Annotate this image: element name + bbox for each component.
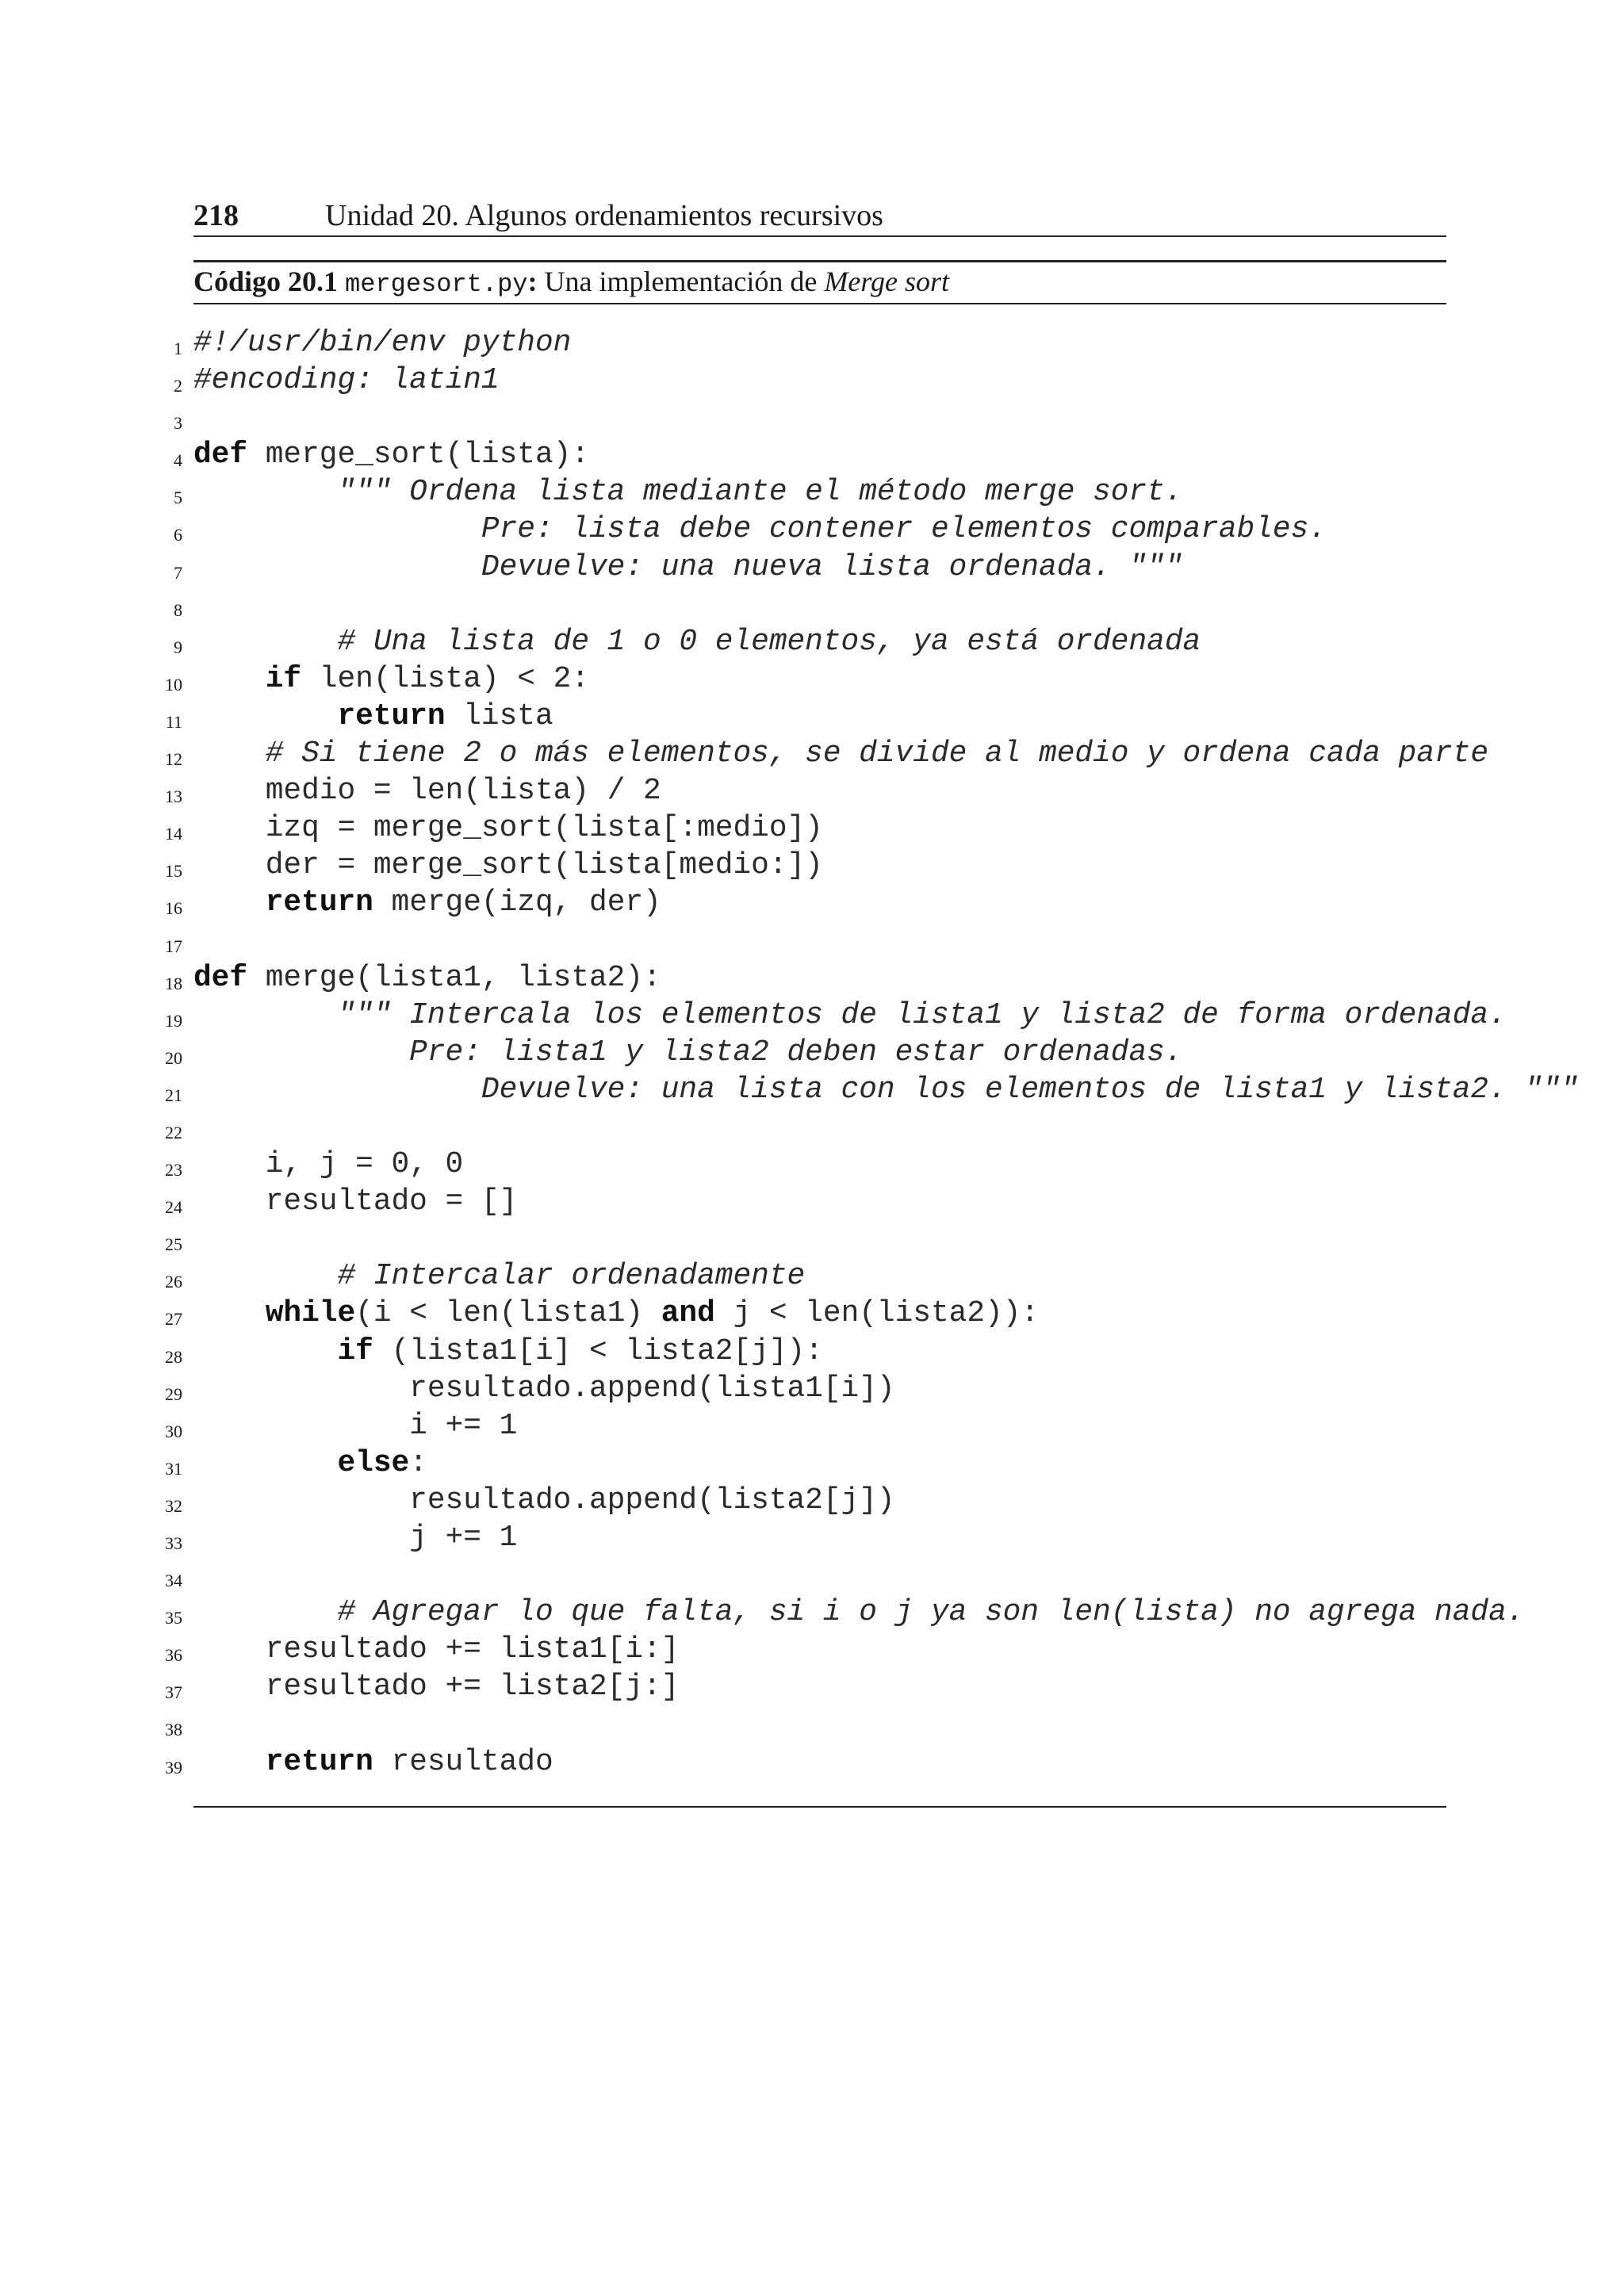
code-text [193, 773, 661, 810]
line-number: 14 [165, 824, 182, 844]
listing-end-rule [193, 1806, 1446, 1808]
code-line [0, 400, 1624, 437]
header-rule [193, 235, 1446, 237]
line-number: 26 [165, 1272, 182, 1292]
code-text [193, 1445, 427, 1483]
code-text [193, 661, 589, 698]
line-number: 34 [165, 1571, 182, 1591]
caption-colon: : [527, 266, 538, 297]
code-token [193, 1746, 266, 1779]
code-keyword: return [337, 699, 446, 733]
line-number: 22 [165, 1122, 182, 1142]
code-text [193, 848, 823, 885]
line-number: 7 [174, 562, 182, 583]
code-line [0, 1109, 1624, 1146]
code-text [193, 1072, 1579, 1109]
code-keyword: def [193, 961, 248, 995]
code-token: j += 1 [193, 1521, 518, 1555]
code-keyword: def [193, 438, 248, 473]
code-line [0, 1295, 1624, 1333]
code-line [0, 698, 1624, 736]
code-line [0, 1632, 1624, 1669]
code-token: merge(izq, der) [373, 886, 661, 920]
code-token: (lista1[i] < lista2[j]): [373, 1334, 823, 1368]
code-text [193, 997, 1507, 1035]
code-line [0, 997, 1624, 1035]
line-number: 23 [165, 1160, 182, 1181]
code-keyword: return [265, 886, 373, 920]
code-line [0, 587, 1624, 624]
code-line [0, 848, 1624, 885]
code-token: der = merge_sort(lista[medio:]) [193, 849, 823, 883]
code-comment: Pre: lista1 y lista2 deben estar ordenadas. [193, 1035, 1183, 1070]
code-token [193, 1297, 266, 1330]
code-token [193, 886, 266, 920]
line-number: 28 [165, 1346, 182, 1367]
line-number: 16 [165, 898, 182, 919]
line-number: 4 [174, 450, 182, 471]
line-number: 36 [165, 1645, 182, 1666]
caption-filename: mergesort.py [345, 270, 528, 299]
code-token: j < len(lista2)): [714, 1297, 1040, 1331]
code-comment: #!/usr/bin/env python [193, 327, 572, 360]
code-line [0, 960, 1624, 997]
caption-emphasis: Merge sort [824, 266, 949, 297]
code-line [0, 1334, 1624, 1371]
code-token: resultado = [] [193, 1185, 518, 1219]
code-token: (i < len(lista1) [355, 1297, 661, 1331]
code-token [193, 663, 266, 696]
code-text [193, 1035, 1183, 1072]
line-number: 30 [165, 1421, 182, 1441]
line-number: 18 [165, 973, 182, 993]
code-text [193, 1520, 517, 1557]
code-text [193, 1594, 1524, 1632]
code-text [193, 1744, 553, 1781]
code-text [193, 960, 661, 997]
code-line [0, 1669, 1624, 1706]
line-number: 5 [174, 488, 182, 508]
code-line [0, 1408, 1624, 1445]
code-line [0, 437, 1624, 474]
code-text [193, 1669, 679, 1706]
code-token: resultado [373, 1745, 553, 1779]
code-text [193, 1334, 823, 1371]
code-comment: Devuelve: una lista con los elementos de lista1 y lista2. """ [193, 1073, 1579, 1107]
code-keyword: if [265, 662, 302, 696]
line-number: 21 [165, 1085, 182, 1105]
line-number: 15 [165, 861, 182, 882]
code-text [193, 1146, 463, 1184]
code-line [0, 1371, 1624, 1408]
line-number: 11 [165, 711, 182, 732]
code-text [193, 1295, 1039, 1333]
code-line [0, 885, 1624, 922]
code-text [193, 1258, 805, 1295]
code-token: merge(lista1, lista2): [247, 961, 661, 995]
code-line [0, 736, 1624, 773]
line-number: 12 [165, 749, 182, 770]
code-keyword: if [337, 1334, 373, 1368]
line-number: 29 [165, 1383, 182, 1404]
code-text [193, 698, 553, 736]
line-number: 38 [165, 1720, 182, 1740]
line-number: 8 [174, 599, 182, 620]
code-comment: Devuelve: una nueva lista ordenada. """ [193, 550, 1183, 584]
code-line [0, 1445, 1624, 1483]
code-comment: Pre: lista debe contener elementos comparables. [193, 513, 1327, 547]
code-token: : [409, 1446, 427, 1480]
code-text [193, 1483, 895, 1520]
code-comment: # Agregar lo que falta, si i o j ya son len(lista) no agrega nada. [193, 1596, 1525, 1630]
caption-text: Una implementación de [537, 266, 825, 297]
code-line [0, 624, 1624, 661]
code-text [193, 1184, 517, 1221]
page-number: 218 [193, 199, 239, 232]
code-comment: """ Intercala los elementos de lista1 y lista2 de forma ordenada. [193, 998, 1507, 1032]
chapter-title: Unidad 20. Algunos ordenamientos recursivos [325, 199, 883, 232]
line-number: 6 [174, 525, 182, 545]
code-token: len(lista) < 2: [301, 662, 590, 696]
line-number: 17 [165, 936, 182, 956]
line-number: 33 [165, 1533, 182, 1553]
code-line [0, 511, 1624, 549]
code-token: medio = len(lista) / 2 [193, 775, 661, 809]
code-text [193, 1408, 517, 1445]
code-token [193, 1447, 337, 1480]
code-token [193, 1335, 337, 1368]
line-number: 32 [165, 1495, 182, 1516]
code-line [0, 773, 1624, 810]
code-comment: # Una lista de 1 o 0 elementos, ya está ordenada [193, 625, 1201, 659]
line-number: 19 [165, 1010, 182, 1031]
code-text [193, 624, 1201, 661]
code-text [193, 810, 823, 848]
line-number: 1 [174, 339, 182, 358]
code-line [0, 362, 1624, 400]
line-number: 13 [165, 786, 182, 807]
code-keyword: else [337, 1446, 410, 1480]
code-text [193, 437, 589, 474]
code-line [0, 474, 1624, 511]
code-token: resultado += lista2[j:] [193, 1670, 680, 1705]
code-line [0, 1221, 1624, 1258]
code-caption [193, 262, 1446, 301]
code-line [0, 1258, 1624, 1295]
line-number: 25 [165, 1234, 182, 1255]
code-keyword: return [265, 1745, 373, 1779]
code-line [0, 1184, 1624, 1221]
line-number: 35 [165, 1608, 182, 1628]
line-number: 9 [174, 637, 182, 657]
code-line [0, 325, 1624, 362]
code-text [193, 549, 1183, 587]
code-line [0, 1146, 1624, 1184]
code-line [0, 1557, 1624, 1594]
code-text [193, 511, 1327, 549]
code-text [193, 885, 661, 922]
code-token [193, 700, 337, 733]
code-line [0, 1594, 1624, 1632]
code-token: i, j = 0, 0 [193, 1148, 464, 1182]
code-keyword: while [265, 1297, 356, 1331]
code-token: lista [445, 699, 553, 733]
code-token: izq = merge_sort(lista[:medio]) [193, 812, 823, 846]
code-line [0, 810, 1624, 848]
code-keyword: and [661, 1297, 715, 1331]
line-number: 10 [165, 674, 182, 695]
code-line [0, 923, 1624, 960]
code-comment: # Intercalar ordenadamente [193, 1260, 806, 1294]
line-number: 31 [165, 1458, 182, 1479]
code-listing [0, 325, 1624, 1781]
running-header [193, 193, 1446, 238]
code-line [0, 549, 1624, 587]
code-token: resultado += lista1[i:] [193, 1633, 680, 1667]
code-line [0, 1520, 1624, 1557]
code-line [0, 1072, 1624, 1109]
code-line [0, 661, 1624, 698]
line-number: 2 [174, 376, 182, 396]
line-number: 39 [165, 1757, 182, 1777]
line-number: 20 [165, 1047, 182, 1068]
caption-label: Código 20.1 [193, 266, 339, 297]
code-text [193, 362, 500, 400]
code-line [0, 1035, 1624, 1072]
code-comment: """ Ordena lista mediante el método merge sort. [193, 476, 1183, 510]
code-line [0, 1744, 1624, 1781]
code-token: resultado.append(lista2[j]) [193, 1483, 895, 1517]
code-text [193, 474, 1183, 511]
line-number: 37 [165, 1682, 182, 1703]
line-number: 27 [165, 1309, 182, 1330]
code-comment: # Si tiene 2 o más elementos, se divide al medio y ordena cada parte [193, 737, 1489, 771]
line-number: 24 [165, 1197, 182, 1218]
code-text [193, 1632, 679, 1669]
code-text [193, 1371, 895, 1408]
code-token: i += 1 [193, 1409, 518, 1443]
code-comment: #encoding: latin1 [193, 364, 500, 398]
code-line [0, 1483, 1624, 1520]
line-number: 3 [174, 413, 182, 434]
caption-bottom-rule [193, 303, 1446, 304]
code-text [193, 325, 571, 362]
code-token: resultado.append(lista1[i]) [193, 1372, 895, 1406]
code-line [0, 1706, 1624, 1743]
code-text [193, 736, 1488, 773]
code-token: merge_sort(lista): [247, 438, 590, 473]
